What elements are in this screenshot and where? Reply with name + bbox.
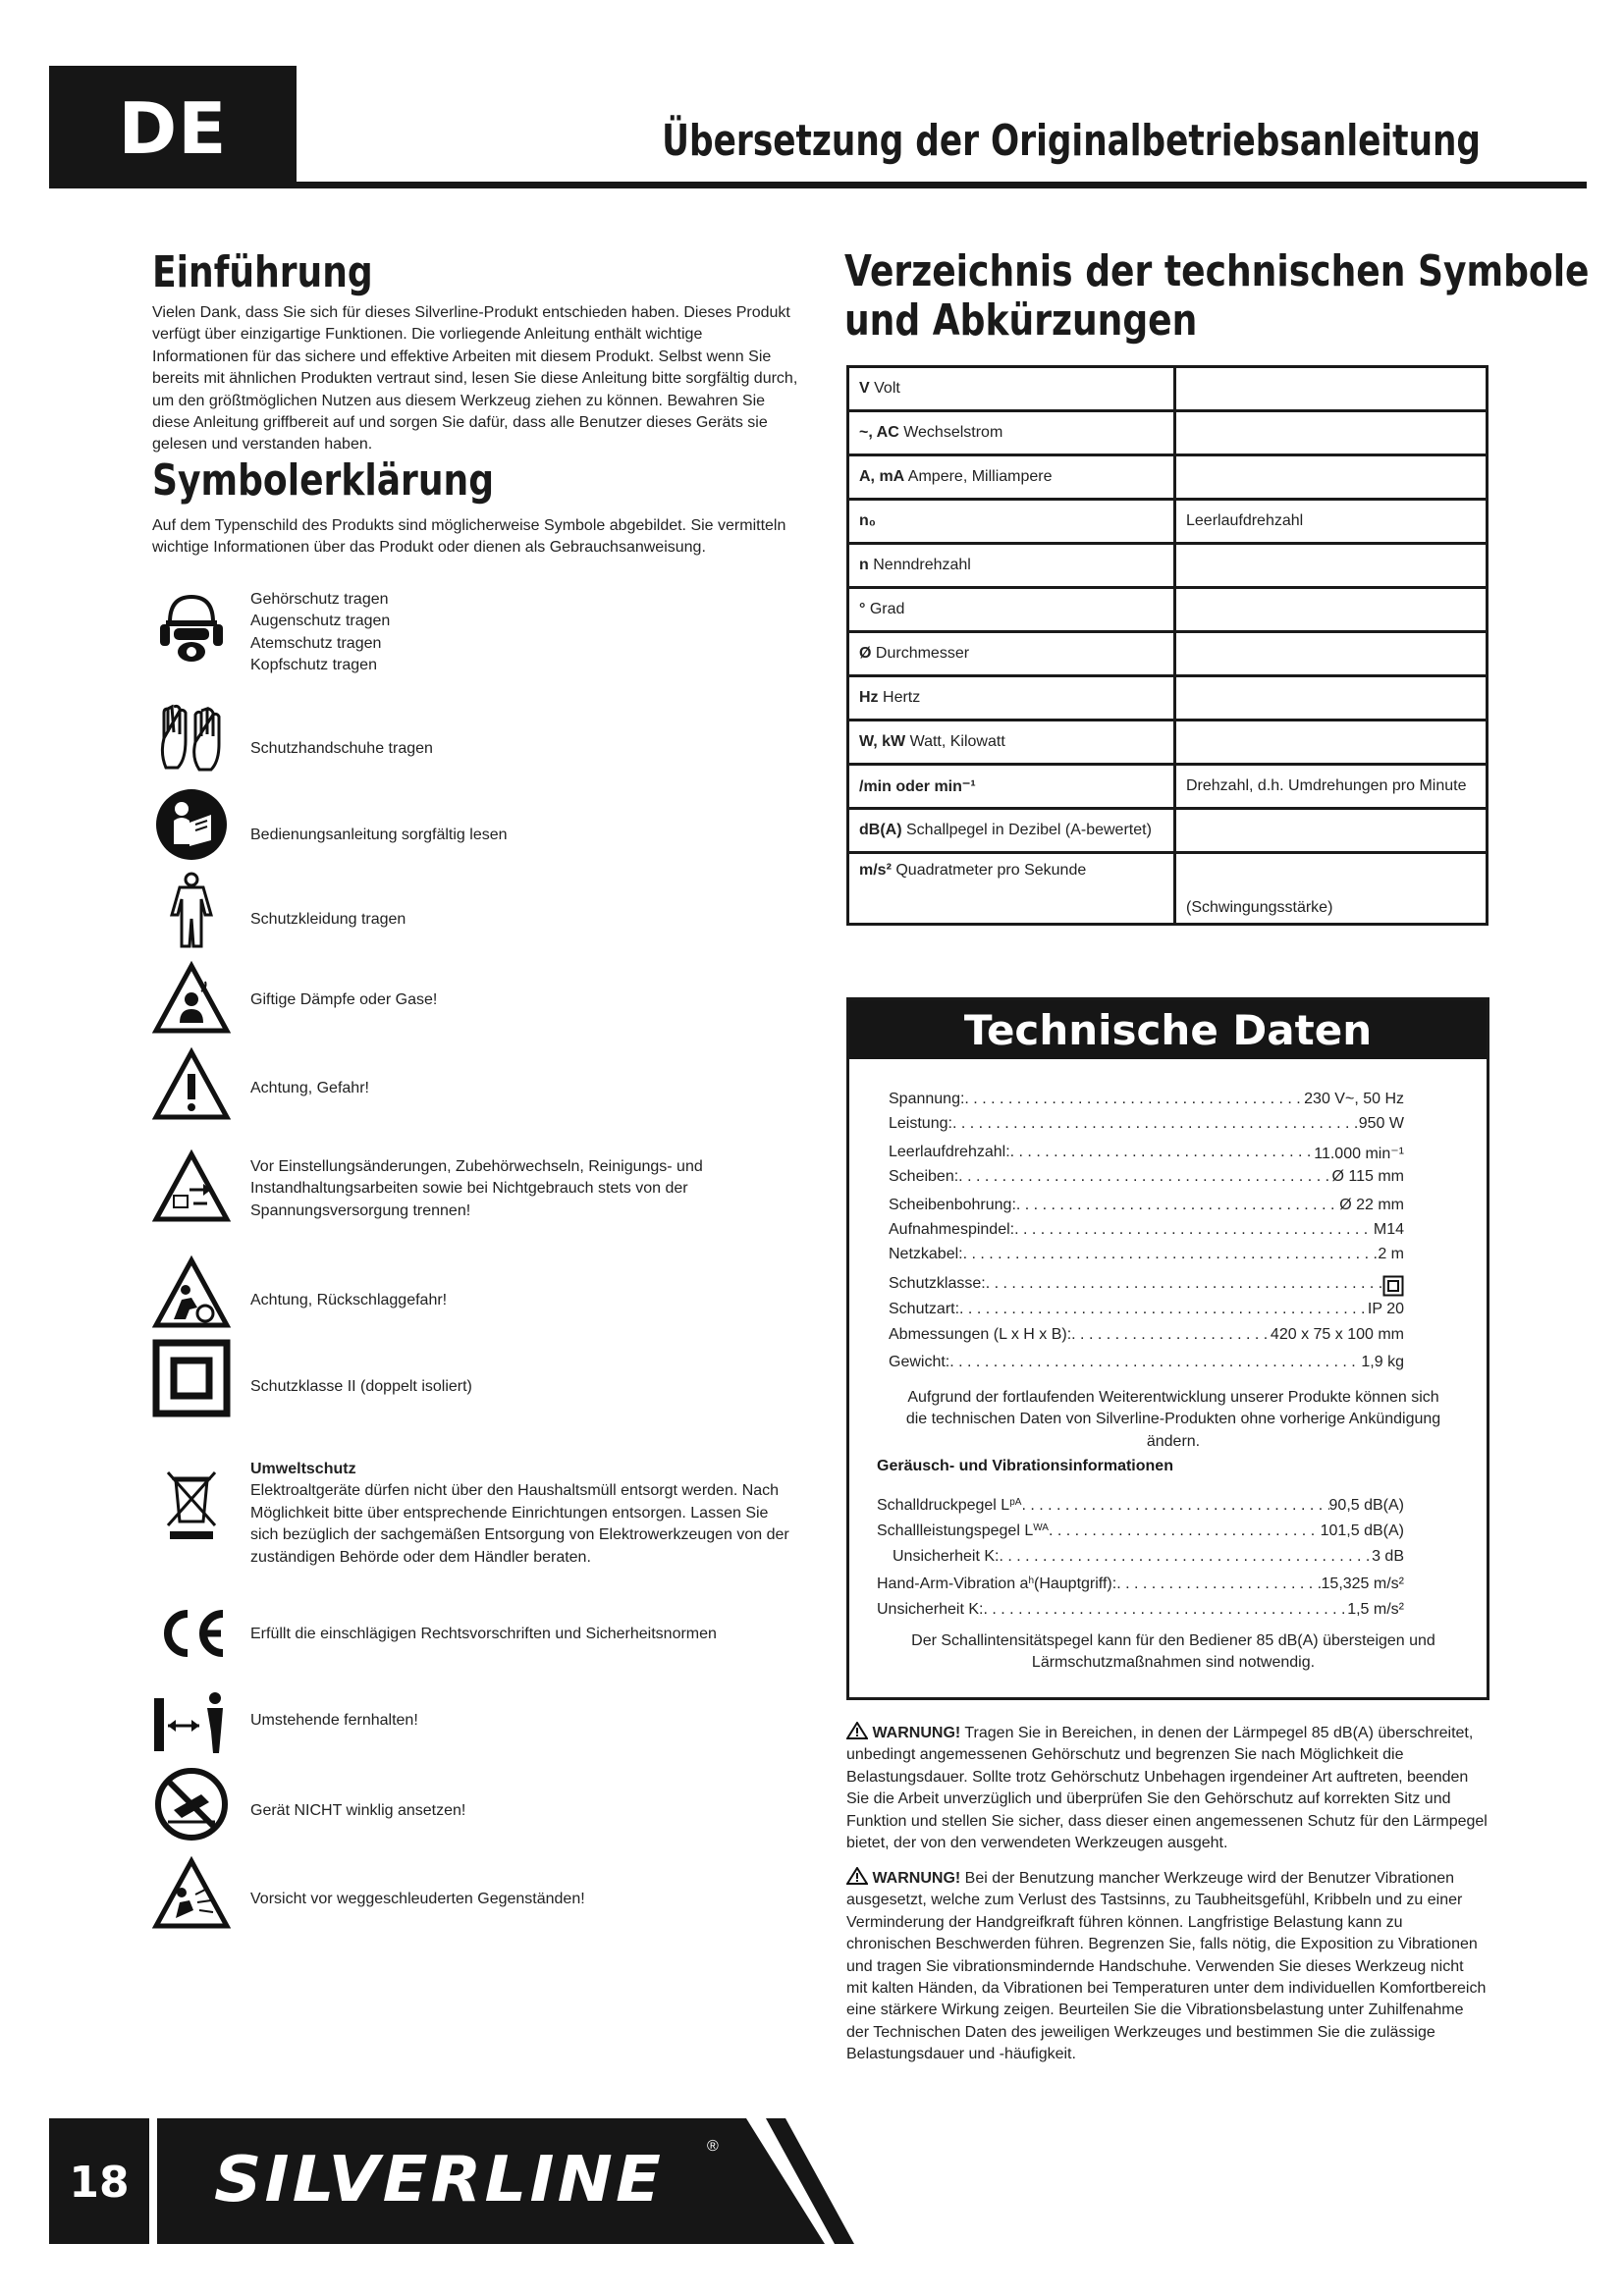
abbr-symbol: dB(A): [859, 822, 902, 838]
noise-leader: [1116, 1575, 1321, 1593]
no-angled-cutting-icon: [152, 1765, 231, 1843]
spec-leader: [952, 1115, 1359, 1133]
noise-label: Hand-Arm-Vibration a: [877, 1575, 1029, 1592]
abbr-symbol: ~, AC: [859, 424, 899, 441]
spec-row: [889, 1326, 1404, 1344]
warning-text: Bei der Benutzung mancher Werkzeuge wird der Benutzer Vibrationen ausgesetzt, welche zum Verlust des Tastsinns, zu Taubheitsgefühl, Kribbeln und zu einer Verminderung der Handgreifkraft führen können. Langfristige Belastung kann zu chronischen Beschwerden führen. Begrenzen Sie, falls nötig, die Exposition zu Vibrationen und tragen Sie vibrationsmindernde Handschuhe. Verwenden Sie dieses Werkzeug nicht mit kalten Händen, da Vibrationen bei Temperaturen unter dem individuellen Komfortbereich eine stärkere Wirkung zeigen. Beurteilen Sie die Vibrationsbelastung unter Zuhilfenahme der Technischen Daten des jeweiligen Werkzeuges und bestimmen Sie die zulässige Belastungsdauer und -häufigkeit.: [846, 1870, 1487, 2063]
symbol-text: Achtung, Rückschlaggefahr!: [250, 1292, 448, 1308]
abbr-row: [848, 500, 1488, 544]
spec-row: [889, 1246, 1404, 1263]
spec-row: [889, 1115, 1404, 1133]
abbr-row: [848, 367, 1488, 411]
abbr-meaning-cell: [1175, 588, 1488, 632]
abbr-meaning-cell: [1175, 544, 1488, 588]
abbr-row: [848, 544, 1488, 588]
class-ii-icon: [152, 1339, 231, 1417]
symbol-text: Erfüllt die einschlägigen Rechtsvorschriften und Sicherheitsnormen: [250, 1626, 717, 1642]
noise-leader: [1049, 1522, 1321, 1540]
warning-vibration: [846, 1867, 1489, 2066]
abbr-symbol-cell: [848, 853, 1175, 925]
protective-clothing-icon: [152, 870, 231, 948]
weee-bin-icon: [152, 1465, 231, 1543]
brand-logo: SILVERLINE: [214, 2144, 665, 2216]
spec-leader: [963, 1246, 1379, 1263]
abbr-description: Grad: [869, 601, 905, 617]
tech-note: Aufgrund der fortlaufenden Weiterentwicklung unserer Produkte können sich die technischen Daten von Silverline-Produkten ohne vorherige Ankündigung ändern.: [905, 1389, 1441, 1450]
abbreviations-heading-line: Verzeichnis der technischen Symbole: [844, 246, 1590, 296]
symbol-text: Giftige Dämpfe oder Gase!: [250, 991, 438, 1008]
header-rule: [49, 182, 1587, 188]
symbol-line: Spannungsversorgung trennen!: [250, 1201, 471, 1219]
abbr-meaning-cell: Leerlaufdrehzahl: [1175, 500, 1488, 544]
warning-icon: [846, 1722, 868, 1739]
symbol-text: [250, 1156, 800, 1222]
spec-label: Leistung:: [889, 1115, 952, 1132]
spec-value: 2 m: [1378, 1246, 1404, 1262]
abbr-meaning-cell: (Schwingungsstärke): [1175, 853, 1488, 925]
spec-leader: [1016, 1197, 1339, 1214]
warning-noise: [846, 1722, 1489, 1854]
abbr-symbol-cell: [848, 500, 1175, 544]
abbr-description: Schallpegel in Dezibel (A-bewertet): [906, 822, 1152, 838]
abbr-description: Volt: [874, 380, 900, 397]
symbol-text: Gerät NICHT winklig ansetzen!: [250, 1802, 466, 1819]
footer-bar: [157, 2118, 1587, 2244]
spec-value: 230 V~, 50 Hz: [1304, 1091, 1404, 1107]
abbr-row: [848, 411, 1488, 455]
noise-leader: [1021, 1497, 1328, 1515]
abbr-description: Quadratmeter pro Sekunde: [895, 862, 1087, 879]
noise-note: Der Schallintensitätspegel kann für den Bediener 85 dB(A) übersteigen und Lärmschutzmaßnahmen sind notwendig.: [911, 1632, 1435, 1672]
abbr-symbol: n: [859, 557, 869, 573]
abbr-row: [848, 853, 1488, 925]
abbr-meaning-cell: [1175, 721, 1488, 765]
symbol-heading: Umweltschutz: [250, 1461, 356, 1477]
spec-value: IP 20: [1367, 1301, 1404, 1317]
abbr-meaning-cell: [1175, 632, 1488, 676]
noise-row: [877, 1575, 1404, 1593]
symbol-line: sich bezüglich der sachgemäßen Entsorgung von Elektrowerkzeugen von der: [250, 1526, 789, 1544]
spec-value: 420 x 75 x 100 mm: [1270, 1326, 1404, 1343]
symbol-line: Elektroaltgeräte dürfen nicht über den Haushaltsmüll entsorgt werden. Nach: [250, 1482, 780, 1500]
spec-row: [889, 1168, 1404, 1186]
abbr-meaning-cell: [1175, 455, 1488, 500]
warning-label: WARNUNG!: [872, 1870, 961, 1887]
abbr-symbol: m/s²: [859, 862, 892, 879]
intro-heading: Einführung: [152, 247, 373, 297]
symbol-text: Umstehende fernhalten!: [250, 1712, 418, 1729]
abbr-meaning-cell: [1175, 676, 1488, 721]
abbr-symbol-cell: [848, 809, 1175, 853]
abbr-symbol: V: [859, 380, 870, 397]
noise-value: 101,5 dB(A): [1320, 1522, 1404, 1539]
spec-leader: [1071, 1326, 1271, 1344]
symbol-text: [250, 1459, 800, 1569]
spec-value: 950 W: [1358, 1115, 1404, 1132]
spec-label: Scheibenbohrung:: [889, 1197, 1016, 1213]
symbol-line: Gehörschutz tragen: [250, 591, 389, 608]
symbols-heading: Symbolerklärung: [152, 455, 495, 506]
spec-label: Scheiben:: [889, 1168, 959, 1185]
noise-row: [877, 1522, 1404, 1540]
abbr-row: [848, 455, 1488, 500]
warning-icon: [152, 1046, 231, 1125]
abbr-symbol-cell: [848, 455, 1175, 500]
symbols-paragraph: Auf dem Typenschild des Produkts sind möglicherweise Symbole abgebildet. Sie vermitteln wichtige Informationen über das Produkt oder dienen als Gebrauchsanweisung.: [152, 517, 786, 557]
spec-label: Schutzart:: [889, 1301, 960, 1317]
abbreviations-heading: [844, 247, 1590, 346]
abbr-meaning-cell: [1175, 411, 1488, 455]
abbr-symbol-cell: [848, 632, 1175, 676]
noise-leader: [984, 1601, 1348, 1619]
spec-leader: [986, 1275, 1382, 1297]
abbreviations-table: [846, 365, 1489, 926]
spec-leader: [949, 1354, 1361, 1371]
spec-leader: [959, 1301, 1368, 1318]
noise-label: Schallleistungspegel L: [877, 1522, 1034, 1539]
symbol-text: [250, 589, 800, 677]
abbr-symbol: W, kW: [859, 733, 906, 750]
gloves-icon: [152, 699, 231, 777]
abbr-symbol: /min oder min⁻¹: [859, 778, 976, 795]
page-number-box: [49, 2118, 149, 2244]
symbol-line: Augenschutz tragen: [250, 613, 391, 630]
registered-mark: ®: [707, 2138, 719, 2155]
spec-leader: [964, 1091, 1304, 1108]
spec-label: Abmessungen (L x H x B):: [889, 1326, 1072, 1343]
spec-label: Netzkabel:: [889, 1246, 963, 1262]
technical-data-title: Technische Daten: [963, 1006, 1373, 1054]
abbr-description: Nenndrehzahl: [873, 557, 971, 573]
spec-value: Ø 115 mm: [1331, 1168, 1404, 1185]
spec-row: [889, 1221, 1404, 1239]
symbol-line: Kopfschutz tragen: [250, 657, 377, 674]
spec-row: [889, 1091, 1404, 1108]
abbr-symbol-cell: [848, 721, 1175, 765]
noise-value: 15,325 m/s²: [1321, 1575, 1404, 1592]
symbol-text: Vorsicht vor weggeschleuderten Gegenständen!: [250, 1891, 585, 1907]
page-number: 18: [69, 2158, 130, 2208]
noise-subscript: h: [1028, 1575, 1034, 1586]
noise-row: [893, 1548, 1404, 1566]
class-ii-icon: [1382, 1275, 1404, 1297]
safety-gear-icon: [152, 589, 231, 667]
abbr-description: Watt, Kilowatt: [909, 733, 1005, 750]
warning-label: WARNUNG!: [872, 1725, 961, 1741]
spec-row: [889, 1301, 1404, 1318]
symbol-text: Schutzkleidung tragen: [250, 911, 406, 928]
warning-icon: [846, 1867, 868, 1885]
abbr-symbol: Hz: [859, 689, 879, 706]
noise-extra: (Hauptgriff):: [1034, 1575, 1117, 1592]
noise-subscript: pA: [1009, 1497, 1022, 1508]
abbr-row: [848, 765, 1488, 809]
abbr-meaning-cell: Drehzahl, d.h. Umdrehungen pro Minute: [1175, 765, 1488, 809]
abbr-symbol-cell: [848, 676, 1175, 721]
noise-label: Schalldruckpegel L: [877, 1497, 1010, 1514]
intro-paragraph: Vielen Dank, dass Sie sich für dieses Silverline-Produkt entschieden haben. Dieses Produkt verfügt über einzigartige Funktionen. Die vorliegende Anleitung enthält wichtige Informationen für das sichere und effektive Arbeiten mit diesem Produkt. Selbst wenn Sie bereits mit ähnlichen Produkten vertraut sind, lesen Sie diese Anleitung bitte sorgfältig durch, um den größtmöglichen Nutzen aus diesem Werkzeug ziehen zu können. Bewahren Sie diese Anleitung griffbereit auf und sorgen Sie dafür, dass alle Benutzer dieses Geräts sie gelesen und verstanden haben.: [152, 304, 798, 454]
spec-label: Aufnahmespindel:: [889, 1221, 1015, 1238]
abbr-row: [848, 588, 1488, 632]
technical-data-box: [846, 997, 1489, 1700]
symbol-line: zuständigen Behörde oder dem Händler beraten.: [250, 1548, 591, 1566]
noise-value: 90,5 dB(A): [1328, 1497, 1404, 1514]
abbr-meaning-cell: [1175, 809, 1488, 853]
abbr-description: Wechselstrom: [903, 424, 1003, 441]
symbol-text: Schutzhandschuhe tragen: [250, 740, 433, 757]
spec-leader: [958, 1168, 1331, 1186]
kickback-icon: [152, 1255, 231, 1333]
abbr-row: [848, 676, 1488, 721]
noise-heading: Geräusch- und Vibrationsinformationen: [877, 1458, 1173, 1474]
symbol-line: Möglichkeit bitte über entsprechende Einrichtungen entsorgen. Lassen Sie: [250, 1504, 769, 1522]
noise-leader: [1000, 1548, 1373, 1566]
symbol-line: Vor Einstellungsänderungen, Zubehörwechseln, Reinigungs- und: [250, 1158, 703, 1175]
abbr-symbol: n₀: [859, 512, 876, 529]
abbr-symbol-cell: [848, 544, 1175, 588]
spec-row: [889, 1144, 1404, 1163]
noise-value: 1,5 m/s²: [1347, 1601, 1404, 1618]
spec-row: [889, 1275, 1404, 1297]
abbr-symbol: Ø: [859, 645, 872, 662]
spec-leader: [1010, 1144, 1315, 1163]
symbol-line: Atemschutz tragen: [250, 634, 382, 652]
noise-row: [877, 1601, 1404, 1619]
noise-label: Unsicherheit K:: [893, 1548, 1000, 1565]
language-code: DE: [118, 87, 228, 170]
abbr-symbol-cell: [848, 411, 1175, 455]
abbr-symbol: A, mA: [859, 468, 905, 485]
read-manual-icon: [152, 785, 231, 864]
noise-label: Unsicherheit K:: [877, 1601, 984, 1618]
abbr-symbol-cell: [848, 588, 1175, 632]
toxic-fumes-icon: [152, 960, 231, 1039]
abbr-description: Ampere, Milliampere: [907, 468, 1053, 485]
abbr-row: [848, 632, 1488, 676]
page-title: Übersetzung der Originalbetriebsanleitung: [662, 116, 1481, 166]
spec-label: Schutzklasse:: [889, 1275, 986, 1292]
ce-mark-icon: [152, 1594, 231, 1673]
abbr-row: [848, 721, 1488, 765]
noise-row: [877, 1497, 1404, 1515]
abbr-description: Durchmesser: [875, 645, 970, 662]
spec-label: Spannung:: [889, 1091, 965, 1107]
spec-row: [889, 1197, 1404, 1214]
spec-value: 11.000 min⁻¹: [1314, 1146, 1404, 1162]
abbr-symbol-cell: [848, 367, 1175, 411]
abbr-symbol: °: [859, 601, 866, 617]
abbr-row: [848, 809, 1488, 853]
abbr-symbol-cell: [848, 765, 1175, 809]
flying-debris-icon: [152, 1855, 231, 1934]
disconnect-power-icon: [152, 1148, 231, 1227]
spec-value: M14: [1373, 1221, 1404, 1238]
language-badge: [49, 66, 297, 187]
spec-row: [889, 1354, 1404, 1371]
footer-stripe: [746, 2118, 1587, 2244]
symbol-text: Achtung, Gefahr!: [250, 1080, 369, 1096]
technical-data-header: [849, 1000, 1487, 1059]
warning-text: Tragen Sie in Bereichen, in denen der Lärmpegel 85 dB(A) überschreitet, unbedingt angemessenen Gehörschutz und begrenzen Sie nach Möglichkeit die Belastungsdauer. Sollte trotz Gehörschutz Unbehagen irgendeiner Art auftreten, beenden Sie die Arbeit unverzüglich und überprüfen Sie den Gehörschutz auf korrekten Sitz und Funktion und stellen Sie sicher, dass dieser einen angemessenen Schutz für den Lärmpegel bietet, der von den verwendeten Werkzeugen ausgeht.: [846, 1725, 1488, 1852]
symbol-text: Schutzklasse II (doppelt isoliert): [250, 1378, 472, 1395]
spec-label: Gewicht:: [889, 1354, 950, 1370]
abbr-meaning-cell: [1175, 367, 1488, 411]
abbr-description: Hertz: [883, 689, 921, 706]
noise-value: 3 dB: [1372, 1548, 1404, 1565]
noise-subscript: WA: [1033, 1522, 1049, 1533]
keep-bystanders-away-icon: [152, 1682, 231, 1761]
spec-leader: [1014, 1221, 1374, 1239]
spec-value: 1,9 kg: [1361, 1354, 1404, 1370]
spec-value: Ø 22 mm: [1339, 1197, 1404, 1213]
spec-label: Leerlaufdrehzahl:: [889, 1144, 1010, 1160]
symbol-line: Instandhaltungsarbeiten sowie bei Nichtgebrauch stets von der: [250, 1180, 688, 1198]
symbol-text: Bedienungsanleitung sorgfältig lesen: [250, 827, 508, 843]
abbreviations-heading-line: und Abkürzungen: [844, 295, 1198, 346]
